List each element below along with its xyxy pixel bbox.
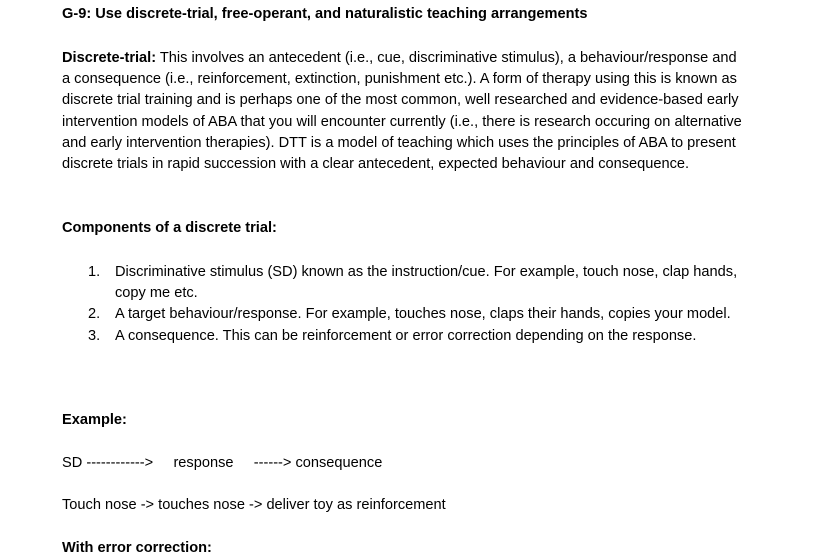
- list-item: [62, 304, 762, 325]
- components-list: [62, 262, 762, 347]
- example-heading: Example:: [62, 412, 127, 428]
- example-sequence: SD ------------> response ------> consequence: [62, 455, 383, 471]
- components-heading: Components of a discrete trial:: [62, 220, 277, 236]
- list-number: 1.: [88, 264, 101, 280]
- list-number: 3.: [88, 327, 101, 344]
- list-item-text: A consequence. This can be reinforcement or error correction depending on the response.: [115, 327, 697, 344]
- list-item: [62, 326, 762, 347]
- list-item-text: Discriminative stimulus (SD) known as the instruction/cue. For example, touch nose, clap hands, copy me etc.: [115, 264, 738, 302]
- list-number: 2.: [88, 306, 101, 323]
- list-item: [62, 262, 762, 304]
- list-item-text: A target behaviour/response. For example, touches nose, claps their hands, copies your model.: [115, 306, 731, 323]
- discrete-trial-paragraph: [62, 48, 742, 175]
- page-title: G-9: Use discrete-trial, free-operant, and naturalistic teaching arrangements: [62, 6, 588, 22]
- discrete-trial-text: This involves an antecedent (i.e., cue, discriminative stimulus), a behaviour/response and a consequence (i.e., reinforcement, extinction, punishment etc.). A form of therapy using this is known as discrete trial training and is perhaps one of the most common, well researched and evidence-based early intervention models of ABA that you will encounter currently (i.e., there is research occuring on alternative and early intervention therapies). DTT is a model of teaching which uses the principles of ABA to present discrete trials in rapid succession with a clear antecedent, expected behaviour and consequence.: [62, 50, 742, 173]
- error-correction-heading: With error correction:: [62, 540, 212, 556]
- discrete-trial-label: Discrete-trial:: [62, 50, 157, 66]
- example-instance: Touch nose -> touches nose -> deliver toy as reinforcement: [62, 497, 446, 513]
